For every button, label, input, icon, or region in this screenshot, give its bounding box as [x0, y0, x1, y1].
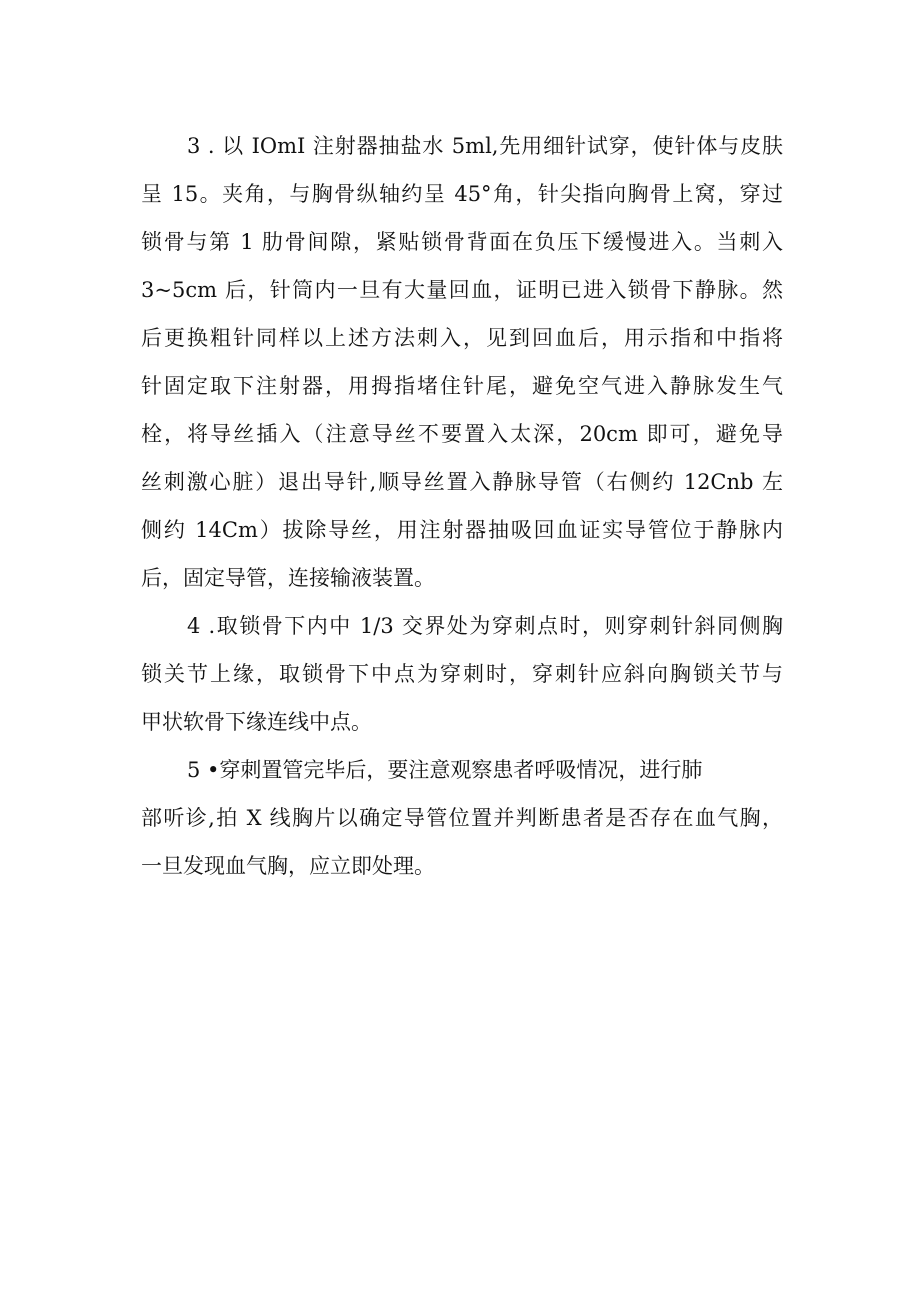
text-line: 锁骨与第 1 肋骨间隙，紧贴锁骨背面在负压下缓慢进入。当刺入 [141, 230, 783, 254]
text-line: 3 . 以 IOmI 注射器抽盐水 5ml,先用细针试穿，使针体与皮肤 [187, 134, 783, 158]
text-line: 侧约 14Cm）拔除导丝，用注射器抽吸回血证实导管位于静脉内 [141, 518, 783, 542]
text-line: 丝刺激心脏）退出导针,顺导丝置入静脉导管（右侧约 12Cnb 左 [141, 470, 783, 494]
paragraph-step-4 [141, 602, 783, 746]
text-line: 后，固定导管，连接输液装置。 [141, 566, 435, 590]
text-line: 部听诊,拍 X 线胸片以确定导管位置并判断患者是否存在血气胸， [141, 806, 783, 830]
text-line: 3~5cm 后，针筒内一旦有大量回血，证明已进入锁骨下静脉。然 [141, 278, 783, 302]
text-line: 锁关节上缘，取锁骨下中点为穿刺时，穿刺针应斜向胸锁关节与 [141, 662, 783, 686]
paragraph-step-5 [141, 746, 783, 890]
text-line: 4 .取锁骨下内中 1/3 交界处为穿刺点时，则穿刺针斜同侧胸 [187, 614, 783, 638]
text-line: 甲状软骨下缘连线中点。 [141, 710, 372, 734]
text-line: 栓，将导丝插入（注意导丝不要置入太深，20cm 即可，避免导 [141, 422, 783, 446]
paragraph-step-3 [141, 122, 783, 602]
text-line: 后更换粗针同样以上述方法刺入，见到回血后，用示指和中指将 [141, 326, 783, 350]
text-line: 针固定取下注射器，用拇指堵住针尾，避免空气进入静脉发生气 [141, 374, 783, 398]
document-body [141, 122, 783, 890]
text-line: 呈 15。夹角，与胸骨纵轴约呈 45°角，针尖指向胸骨上窝，穿过 [141, 182, 783, 206]
text-line: 5 •穿刺置管完毕后，要注意观察患者呼吸情况，进行肺 [187, 758, 703, 782]
text-line: 一旦发现血气胸，应立即处理。 [141, 854, 435, 878]
